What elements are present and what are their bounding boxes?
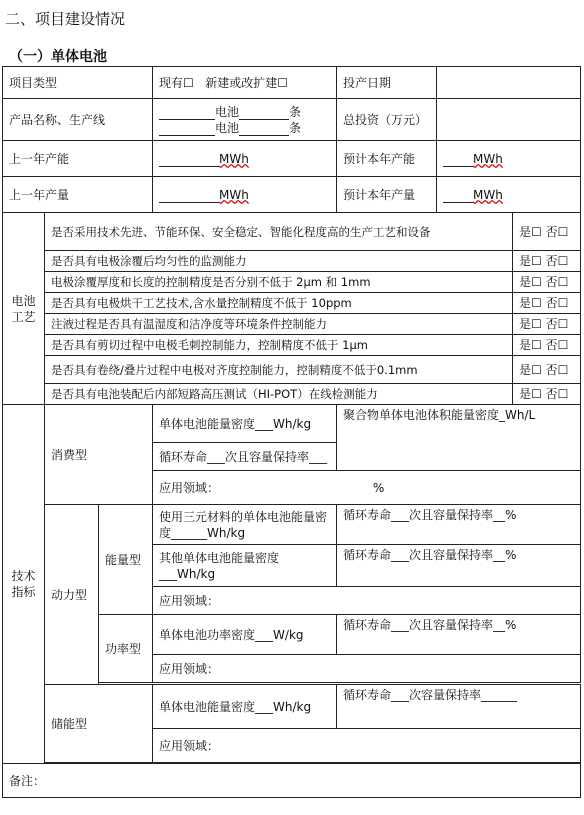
process-item: 电极涂覆厚度和长度的控制精度是否分别不低于 2μm 和 1mm <box>45 272 513 293</box>
project-type-label: 项目类型 <box>3 67 153 99</box>
process-item: 是否具有电池装配后内部短路高压测试（HI-POT）在线检测能力 <box>45 384 513 405</box>
next-capacity-field[interactable]: MWh <box>437 141 581 177</box>
consumer-energy-density[interactable]: 单体电池能量密度___Wh/kg <box>153 405 337 443</box>
storage-type-label: 储能型 <box>45 685 153 763</box>
investment-field[interactable] <box>437 99 581 141</box>
remarks-field[interactable]: 备注： <box>3 764 581 798</box>
product-name-label: 产品名称、生产线 <box>3 99 153 141</box>
existing-option[interactable]: 现有☐ <box>159 75 194 90</box>
next-output-field[interactable]: MWh <box>437 177 581 213</box>
last-output-label: 上一年产量 <box>3 177 153 213</box>
power-battery-label: 动力型 <box>45 505 99 685</box>
process-item: 是否具有电极涂覆后均匀性的监测能力 <box>45 251 513 272</box>
ternary-energy-density[interactable]: 使用三元材料的单体电池能量密度______Wh/kg <box>153 505 337 545</box>
product-name-field[interactable]: 电池 条 电池 条 <box>153 99 337 141</box>
storage-cycle-life[interactable]: 循环寿命___次容量保持率______ <box>337 685 581 729</box>
start-date-label: 投产日期 <box>337 67 437 99</box>
process-section-label: 电池工艺 <box>3 213 45 405</box>
subsection-heading: （一）单体电池 <box>9 49 107 65</box>
process-item: 是否具有剪切过程中电极毛刺控制能力，控制精度不低于 1μm <box>45 335 513 356</box>
tech-section-label: 技术指标 <box>3 405 45 764</box>
process-yes-no[interactable]: 是☐ 否☐ <box>513 251 581 272</box>
process-yes-no[interactable]: 是☐ 否☐ <box>513 272 581 293</box>
storage-application-field[interactable]: 应用领域： <box>153 729 581 763</box>
power-cycle-life[interactable]: 循环寿命___次且容量保持率__% <box>337 615 581 655</box>
consumer-cycle-life[interactable]: 循环寿命___次且容量保持率___ <box>153 443 337 471</box>
energy-cycle-life[interactable]: 循环寿命___次且容量保持率__% <box>337 505 581 545</box>
project-form-table <box>2 66 581 798</box>
process-item: 是否采用技术先进、节能环保、安全稳定、智能化程度高的生产工艺和设备 <box>45 213 513 251</box>
project-type-options[interactable] <box>153 67 337 99</box>
process-item: 是否具有电极烘干工艺技术,含水量控制精度不低于 10ppm <box>45 293 513 314</box>
energy-type-label: 能量型 <box>99 505 153 615</box>
last-output-field[interactable]: MWh <box>153 177 337 213</box>
application-label: 应用领域： <box>159 480 220 495</box>
process-yes-no[interactable]: 是☐ 否☐ <box>513 293 581 314</box>
storage-energy-density[interactable]: 单体电池能量密度___Wh/kg <box>153 685 337 729</box>
process-yes-no[interactable]: 是☐ 否☐ <box>513 384 581 405</box>
process-yes-no[interactable]: 是☐ 否☐ <box>513 314 581 335</box>
process-item: 注液过程是否具有温湿度和洁净度等环境条件控制能力 <box>45 314 513 335</box>
last-capacity-field[interactable]: MWh <box>153 141 337 177</box>
other-cycle-life[interactable]: 循环寿命___次且容量保持率__% <box>337 545 581 587</box>
process-yes-no[interactable]: 是☐ 否☐ <box>513 335 581 356</box>
start-date-field[interactable] <box>437 67 581 99</box>
energy-application-field[interactable]: 应用领域： <box>153 587 581 615</box>
consumer-application-field[interactable]: 应用领域： % <box>153 471 581 505</box>
process-yes-no[interactable]: 是☐ 否☐ <box>513 213 581 251</box>
section-heading: 二、项目建设情况 <box>5 10 126 28</box>
investment-label: 总投资（万元） <box>337 99 437 141</box>
other-energy-density[interactable]: 其他单体电池能量密度___Wh/kg <box>153 545 337 587</box>
last-capacity-label: 上一年产能 <box>3 141 153 177</box>
power-application-field[interactable]: 应用领域： <box>153 655 581 683</box>
next-output-label: 预计本年产量 <box>337 177 437 213</box>
process-yes-no[interactable]: 是☐ 否☐ <box>513 356 581 384</box>
process-item: 是否具有卷绕/叠片过程中电极对齐度控制能力，控制精度不低于0.1mm <box>45 356 513 384</box>
new-option[interactable]: 新建或改扩建☐ <box>205 75 289 90</box>
next-capacity-label: 预计本年产能 <box>337 141 437 177</box>
consumer-polymer-density[interactable]: 聚合物单体电池体积能量密度_Wh/L <box>337 405 581 471</box>
consumer-type-label: 消费型 <box>45 405 153 505</box>
power-density[interactable]: 单体电池功率密度___W/kg <box>153 615 337 655</box>
power-type-label: 功率型 <box>99 615 153 683</box>
